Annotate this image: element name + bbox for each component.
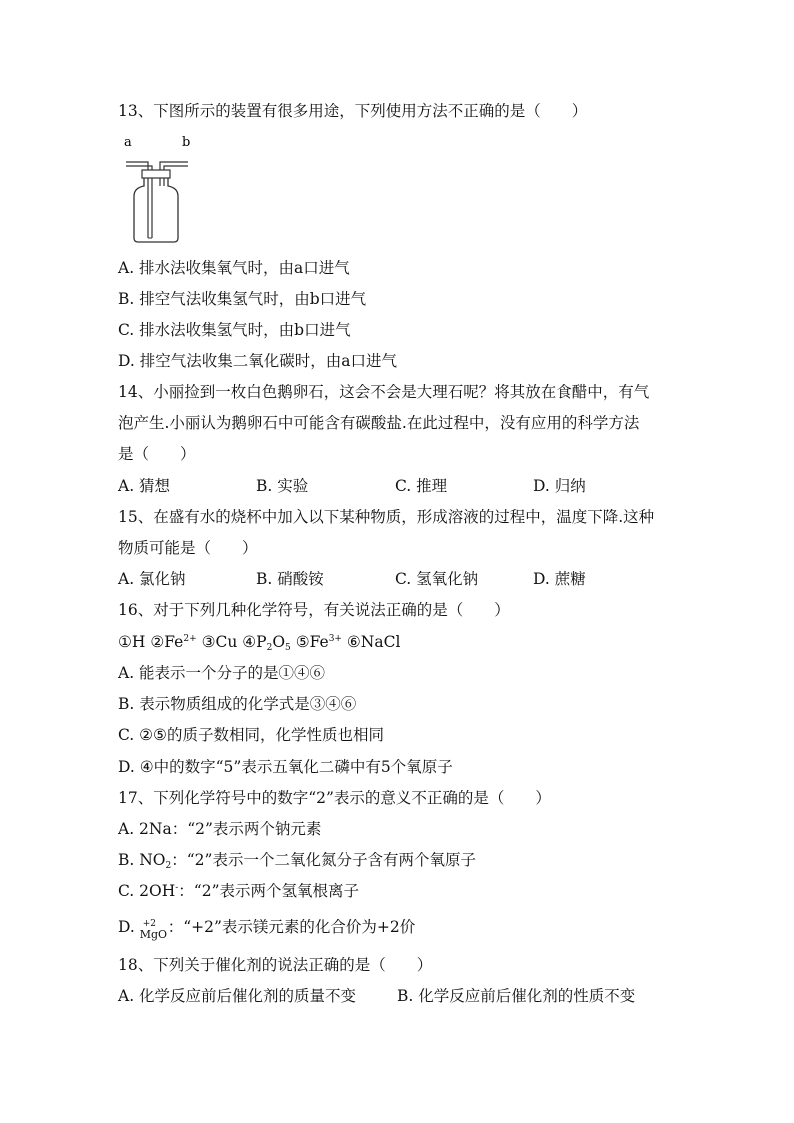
q15-option-d: D. 蔗糖	[533, 570, 586, 588]
q18-option-b: B. 化学反应前后催化剂的性质不变	[397, 987, 636, 1005]
q15-option-a: A. 氯化钠	[118, 570, 186, 588]
q16-stem: 16、对于下列几种化学符号，有关说法正确的是（ ）	[118, 601, 510, 619]
q13-option-b: B. 排空气法收集氢气时，由b口进气	[118, 290, 367, 308]
q14-option-b: B. 实验	[256, 477, 309, 495]
q13-option-a: A. 排水法收集氧气时，由a口进气	[118, 259, 350, 277]
q15-option-c: C. 氢氧化钠	[395, 570, 479, 588]
q14-option-a: A. 猜想	[118, 477, 171, 495]
label-b: b	[182, 135, 191, 150]
q14-stem-line-3: 是（ ）	[118, 445, 196, 463]
q16-option-a: A. 能表示一个分子的是①④⑥	[118, 664, 326, 682]
label-a: a	[124, 135, 132, 150]
q16-symbols	[118, 632, 400, 652]
q18-option-a: A. 化学反应前后催化剂的质量不变	[118, 987, 357, 1005]
q17-stem: 17、下列化学符号中的数字“2”表示的意义不正确的是（ ）	[118, 789, 551, 807]
q17-option-c: C. 2OH-：“2”表示两个氢氧根离子	[118, 882, 360, 900]
q14-option-c: C. 推理	[395, 477, 448, 495]
q13-stem: 13、下图所示的装置有很多用途，下列使用方法不正确的是（ ）	[118, 102, 588, 120]
q13-option-c: C. 排水法收集氢气时，由b口进气	[118, 321, 351, 339]
q17-option-b: B. $NO_2$：“2”表示一个二氧化氮分子含有两个氧原子	[118, 851, 476, 871]
q17-option-a: A. 2Na：“2”表示两个钠元素	[118, 820, 322, 838]
symbol-2: $②Fe^{2+}$	[150, 633, 197, 651]
q17-option-d: D. +2 MgO ：“+2”表示镁元素的化合价为+2价	[118, 918, 416, 941]
q14-option-d: D. 归纳	[533, 477, 586, 495]
q14-stem-line-2: 泡产生.小丽认为鹅卵石中可能含有碳酸盐.在此过程中，没有应用的科学方法	[118, 414, 640, 432]
q18-stem: 18、下列关于催化剂的说法正确的是（ ）	[118, 956, 433, 974]
q14-stem-line-1: 14、小丽捡到一枚白色鹅卵石，这会不会是大理石呢？将其放在食醋中，有气	[118, 383, 650, 401]
q15-option-b: B. 硝酸铵	[256, 570, 324, 588]
symbol-3: ③Cu	[201, 633, 238, 651]
q16-option-d: D. ④中的数字“5”表示五氧化二磷中有5个氧原子	[118, 758, 453, 776]
mgo-valence-formula: +2 MgO	[139, 919, 168, 941]
symbol-4: $④P_2O_5$	[242, 633, 291, 653]
q16-option-c: C. ②⑤的质子数相同，化学性质也相同	[118, 726, 384, 744]
q16-option-b: B. 表示物质组成的化学式是③④⑥	[118, 695, 357, 713]
q15-stem-line-1: 15、在盛有水的烧杯中加入以下某种物质，形成溶液的过程中，温度下降.这种	[118, 508, 655, 526]
symbol-5: $⑤Fe^{3+}$	[295, 633, 342, 651]
q13-option-d: D. 排空气法收集二氧化碳时，由a口进气	[118, 352, 397, 370]
symbol-1: ①H	[118, 633, 146, 651]
q15-stem-line-2: 物质可能是（ ）	[118, 539, 258, 557]
gas-bottle-apparatus	[118, 132, 198, 244]
symbol-6: ⑥NaCl	[346, 633, 401, 651]
